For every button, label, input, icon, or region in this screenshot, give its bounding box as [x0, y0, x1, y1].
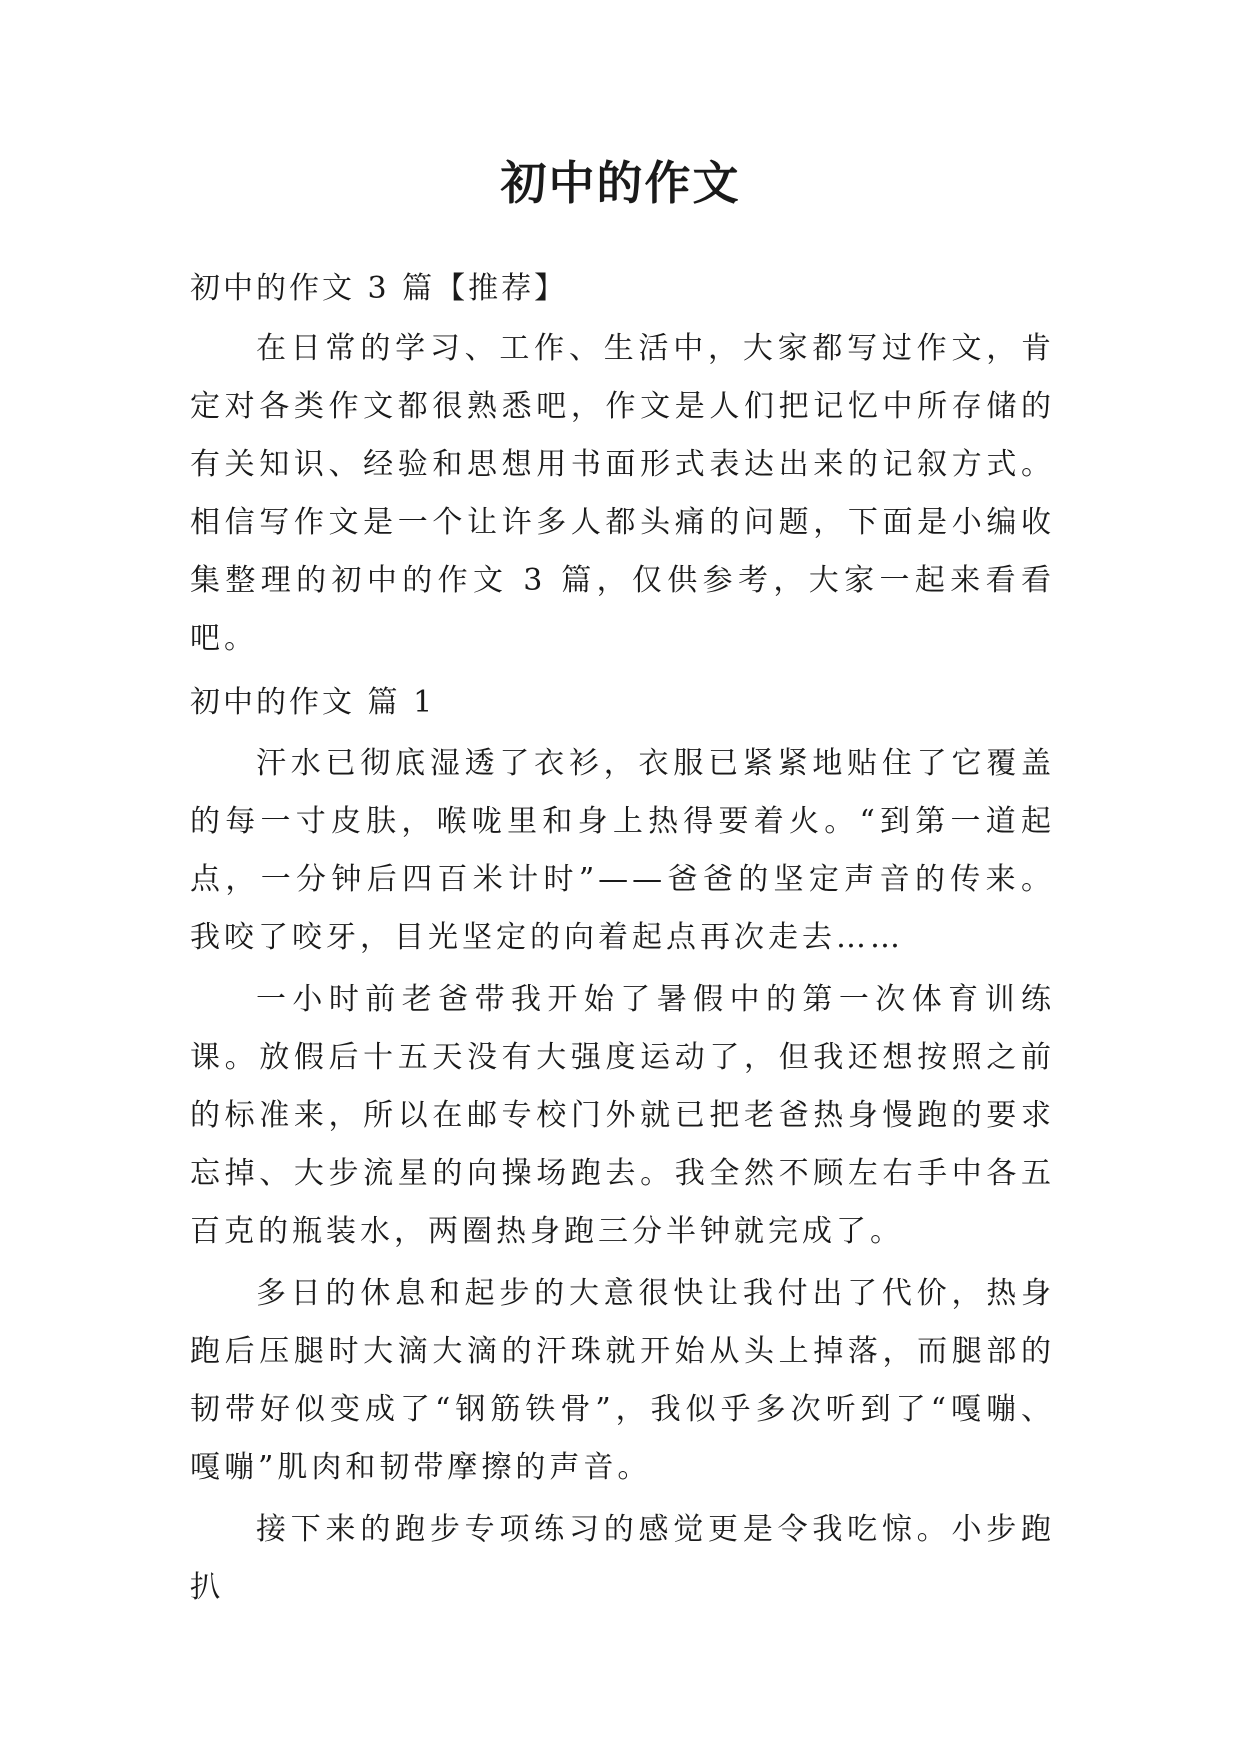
section-1-heading: 初中的作文 篇 1	[190, 685, 436, 720]
intro-paragraph: 在日常的学习、工作、生活中，大家都写过作文，肯定对各类作文都很熟悉吧，作文是人们把记忆中所存储的有关知识、经验和思想用书面形式表达出来的记叙方式。相信写作文是一个让许多人都头痛的问题，下面是小编收集整理的初中的作文 3 篇，仅供参考，大家一起来看看吧。	[190, 331, 1055, 656]
section-1-paragraph-1: 汗水已彻底湿透了衣衫，衣服已紧紧地贴住了它覆盖的每一寸皮肤，喉咙里和身上热得要着火。“到第一道起点，一分钟后四百米计时”——爸爸的坚定声音的传来。我咬了咬牙，目光坚定的向着起点再次走去……	[190, 746, 1055, 955]
section-1-paragraph-2: 一小时前老爸带我开始了暑假中的第一次体育训练课。放假后十五天没有大强度运动了，但我还想按照之前的标准来，所以在邮专校门外就已把老爸热身慢跑的要求忘掉、大步流星的向操场跑去。我全然不顾左右手中各五百克的瓶装水，两圈热身跑三分半钟就完成了。	[190, 982, 1055, 1249]
document-title: 初中的作文	[500, 156, 741, 210]
section-1-paragraph-4: 接下来的跑步专项练习的感觉更是令我吃惊。小步跑扒	[190, 1512, 1055, 1605]
intro-heading: 初中的作文 3 篇【推荐】	[190, 271, 568, 306]
section-1-paragraph-3: 多日的休息和起步的大意很快让我付出了代价，热身跑后压腿时大滴大滴的汗珠就开始从头上掉落，而腿部的韧带好似变成了“钢筋铁骨”，我似乎多次听到了“嘎嘣、嘎嘣”肌肉和韧带摩擦的声音。	[190, 1276, 1055, 1485]
